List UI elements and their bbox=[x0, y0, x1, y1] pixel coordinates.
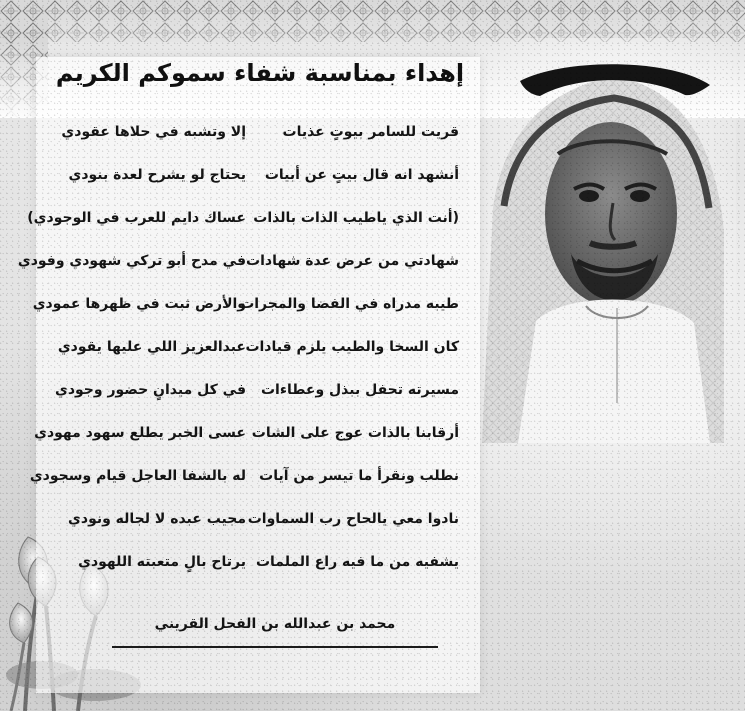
verse-row bbox=[29, 455, 459, 498]
poem-body bbox=[17, 111, 459, 585]
verse-left-hemistich: عسى الخبر يطلع سهود مهودي bbox=[34, 425, 246, 442]
verse-left-hemistich: له بالشفا العاجل قيام وسجودي bbox=[29, 468, 246, 485]
verse-right-hemistich: نادوا معي يالحاح رب السماوات bbox=[247, 511, 459, 528]
verse-row bbox=[46, 154, 459, 197]
verse-row bbox=[46, 541, 459, 584]
signature-rule bbox=[112, 646, 438, 648]
verse-right-hemistich: أرقابنا بالذات عوج على الشات bbox=[251, 425, 459, 442]
verse-right-hemistich: (أنت الذي ياطيب الذات بالذات bbox=[253, 210, 459, 227]
verse-row bbox=[46, 111, 459, 154]
verse-left-hemistich: في كل ميدانٍ حضور وجودي bbox=[55, 382, 246, 399]
portrait-image bbox=[468, 38, 736, 443]
page-title: إهداء بمناسبة شفاء سموكم الكريم bbox=[55, 59, 465, 87]
verse-row bbox=[34, 412, 459, 455]
verse-right-hemistich: كان السخا والطيب يلزم قيادات bbox=[245, 339, 459, 356]
verse-left-hemistich: يحتاج لو يشرح لعدة بنودي bbox=[68, 167, 246, 184]
verse-left-hemistich: والأرض ثبت في ظهرها عمودي bbox=[32, 296, 246, 313]
verse-right-hemistich: أنشهد انه قال بيتٍ عن أبيات bbox=[264, 167, 459, 184]
poet-name: محمد بن عبدالله بن الفحل القريني bbox=[154, 616, 396, 632]
verse-row bbox=[17, 240, 459, 283]
verse-row bbox=[32, 283, 459, 326]
verse-left-hemistich: في مدح أبو تركي شهودي وفودي bbox=[17, 253, 246, 270]
verse-right-hemistich: طيبه مدراه في الفضا والمجرات bbox=[240, 296, 459, 313]
verse-right-hemistich: يشفيه من ما فيه راع الملمات bbox=[255, 554, 459, 571]
verse-left-hemistich: عبدالعزيز اللي عليها يقودي bbox=[57, 339, 246, 356]
verse-right-hemistich: نطلب ونقرأ ما تيسر من آيات bbox=[259, 468, 459, 485]
verse-right-hemistich: مسيرته تحفل ببذل وعطاءات bbox=[260, 382, 459, 399]
verse-right-hemistich: شهادتي من عرض عدة شهادات bbox=[246, 253, 459, 270]
verse-right-hemistich: قريت للسامر بيوتٍ عذيات bbox=[282, 124, 459, 141]
verse-left-hemistich: مجيب عبده لا لجاله ونودي bbox=[68, 511, 246, 528]
verse-row bbox=[46, 498, 459, 541]
verse-row bbox=[27, 197, 459, 240]
verse-row bbox=[46, 369, 459, 412]
verse-left-hemistich: يرتاح بالٍ متعبته اللهودي bbox=[78, 554, 246, 571]
verse-row bbox=[46, 326, 459, 369]
verse-left-hemistich: عساك دايم للعرب في الوجودي) bbox=[27, 210, 246, 227]
verse-left-hemistich: إلا وتشبه في حلاها عقودي bbox=[61, 124, 246, 141]
